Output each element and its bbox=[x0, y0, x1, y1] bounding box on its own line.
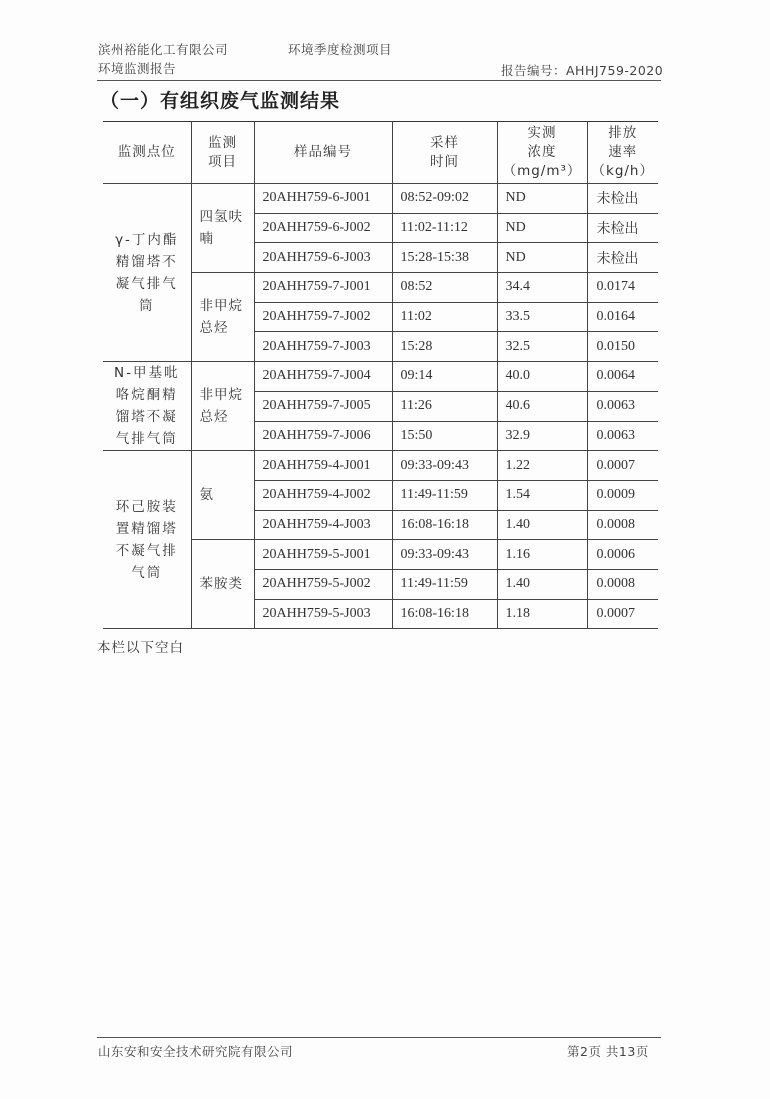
rate-cell: 未检出 bbox=[587, 243, 658, 273]
header-sample: 样品编号 bbox=[254, 122, 392, 184]
conc-cell: 40.0 bbox=[497, 362, 587, 392]
conc-cell: 33.5 bbox=[497, 302, 587, 332]
time-cell: 16:08-16:18 bbox=[392, 599, 497, 629]
item-cell: 非甲烷总烃 bbox=[191, 362, 254, 451]
conc-cell: 32.5 bbox=[497, 332, 587, 362]
header-point: 监测点位 bbox=[103, 122, 191, 184]
blank-below-note: 本栏以下空白 bbox=[97, 640, 184, 656]
rate-cell: 未检出 bbox=[587, 213, 658, 243]
time-cell: 08:52-09:02 bbox=[392, 184, 497, 214]
conc-cell: ND bbox=[497, 213, 587, 243]
header-time: 采样 时间 bbox=[392, 122, 497, 184]
table-row bbox=[103, 362, 658, 392]
header-project: 环境季度检测项目 bbox=[288, 42, 393, 57]
conc-cell: 40.6 bbox=[497, 391, 587, 421]
rate-cell: 0.0164 bbox=[587, 302, 658, 332]
sample-cell: 20AHH759-4-J001 bbox=[254, 451, 392, 481]
sample-cell: 20AHH759-6-J001 bbox=[254, 184, 392, 214]
rate-cell: 0.0007 bbox=[587, 599, 658, 629]
sample-cell: 20AHH759-4-J002 bbox=[254, 480, 392, 510]
time-cell: 16:08-16:18 bbox=[392, 510, 497, 540]
sample-cell: 20AHH759-7-J006 bbox=[254, 421, 392, 451]
sample-cell: 20AHH759-7-J001 bbox=[254, 273, 392, 303]
point-cell: N-甲基吡咯烷酮精馏塔不凝气排气筒 bbox=[103, 362, 191, 451]
sample-cell: 20AHH759-5-J001 bbox=[254, 540, 392, 570]
sample-cell: 20AHH759-7-J005 bbox=[254, 391, 392, 421]
sample-cell: 20AHH759-6-J002 bbox=[254, 213, 392, 243]
sample-cell: 20AHH759-5-J002 bbox=[254, 569, 392, 599]
rate-cell: 0.0064 bbox=[587, 362, 658, 392]
conc-cell: 1.40 bbox=[497, 510, 587, 540]
conc-cell: 32.9 bbox=[497, 421, 587, 451]
table-row bbox=[103, 184, 658, 214]
header-conc: 实测 浓度 （mg/m³） bbox=[497, 122, 587, 184]
conc-cell: 1.54 bbox=[497, 480, 587, 510]
table-row bbox=[103, 451, 658, 481]
section-title: （一）有组织废气监测结果 bbox=[100, 90, 341, 112]
sample-cell: 20AHH759-4-J003 bbox=[254, 510, 392, 540]
rate-cell: 0.0063 bbox=[587, 421, 658, 451]
time-cell: 11:02-11:12 bbox=[392, 213, 497, 243]
time-cell: 15:28 bbox=[392, 332, 497, 362]
item-cell: 氨 bbox=[191, 451, 254, 540]
sample-cell: 20AHH759-5-J003 bbox=[254, 599, 392, 629]
time-cell: 09:33-09:43 bbox=[392, 451, 497, 481]
sample-cell: 20AHH759-6-J003 bbox=[254, 243, 392, 273]
conc-cell: 34.4 bbox=[497, 273, 587, 303]
rate-cell: 0.0150 bbox=[587, 332, 658, 362]
results-table bbox=[103, 121, 658, 629]
item-cell: 苯胺类 bbox=[191, 540, 254, 629]
conc-cell: ND bbox=[497, 243, 587, 273]
rate-cell: 0.0008 bbox=[587, 510, 658, 540]
time-cell: 15:28-15:38 bbox=[392, 243, 497, 273]
time-cell: 11:26 bbox=[392, 391, 497, 421]
time-cell: 11:49-11:59 bbox=[392, 480, 497, 510]
rate-cell: 0.0008 bbox=[587, 569, 658, 599]
header-item: 监测 项目 bbox=[191, 122, 254, 184]
item-cell: 四氢呋喃 bbox=[191, 184, 254, 273]
time-cell: 08:52 bbox=[392, 273, 497, 303]
rate-cell: 未检出 bbox=[587, 184, 658, 214]
rate-cell: 0.0007 bbox=[587, 451, 658, 481]
header-report-type: 环境监测报告 bbox=[98, 61, 177, 76]
header-company: 滨州裕能化工有限公司 bbox=[98, 42, 229, 57]
time-cell: 11:02 bbox=[392, 302, 497, 332]
sample-cell: 20AHH759-7-J003 bbox=[254, 332, 392, 362]
point-cell: γ-丁内酯精馏塔不凝气排气筒 bbox=[103, 184, 191, 362]
item-cell: 非甲烷总烃 bbox=[191, 273, 254, 362]
time-cell: 09:14 bbox=[392, 362, 497, 392]
time-cell: 15:50 bbox=[392, 421, 497, 451]
sample-cell: 20AHH759-7-J004 bbox=[254, 362, 392, 392]
rate-cell: 0.0009 bbox=[587, 480, 658, 510]
conc-cell: 1.22 bbox=[497, 451, 587, 481]
header-report-number: 报告编号：AHHJ759-2020 bbox=[501, 63, 664, 78]
conc-cell: 1.18 bbox=[497, 599, 587, 629]
footer-divider bbox=[97, 1037, 661, 1038]
sample-cell: 20AHH759-7-J002 bbox=[254, 302, 392, 332]
rate-cell: 0.0063 bbox=[587, 391, 658, 421]
conc-cell: ND bbox=[497, 184, 587, 214]
table-header-row bbox=[103, 122, 658, 184]
point-cell: 环己胺装置精馏塔不凝气排气筒 bbox=[103, 451, 191, 629]
rate-cell: 0.0006 bbox=[587, 540, 658, 570]
time-cell: 11:49-11:59 bbox=[392, 569, 497, 599]
conc-cell: 1.16 bbox=[497, 540, 587, 570]
conc-cell: 1.40 bbox=[497, 569, 587, 599]
header-divider bbox=[97, 80, 661, 81]
rate-cell: 0.0174 bbox=[587, 273, 658, 303]
footer-page-number: 第2页 共13页 bbox=[567, 1044, 649, 1059]
time-cell: 09:33-09:43 bbox=[392, 540, 497, 570]
header-rate: 排放 速率 （kg/h） bbox=[587, 122, 658, 184]
footer-institute: 山东安和安全技术研究院有限公司 bbox=[98, 1044, 294, 1059]
